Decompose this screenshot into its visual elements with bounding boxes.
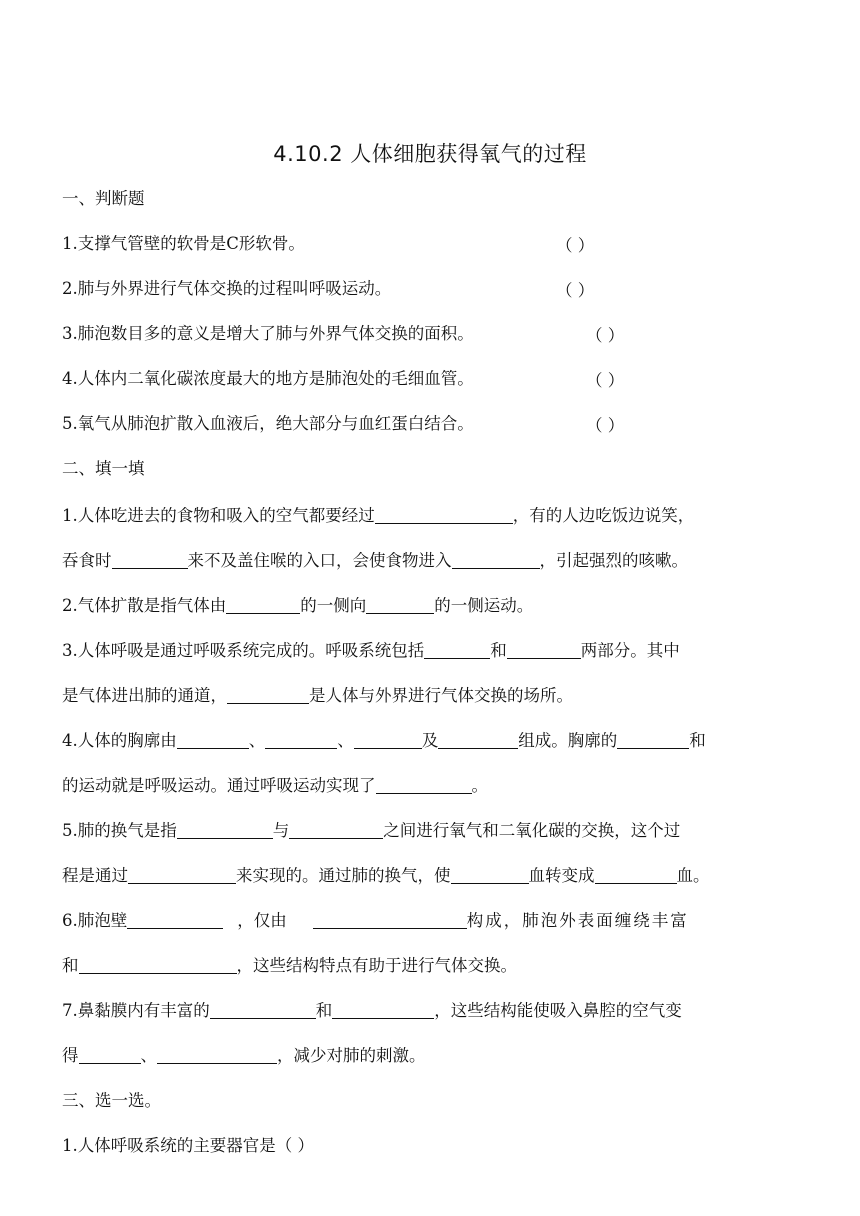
fill-blank[interactable] (375, 505, 513, 524)
section-heading-judge: 一、判断题 (62, 189, 145, 208)
fill-q5-line1 (62, 819, 802, 843)
judge-item-5: 5.氧气从肺泡扩散入血液后，绝大部分与血红蛋白结合。 (62, 414, 474, 433)
fill-q3-text-b: 和 (490, 641, 507, 660)
fill-q1-line2 (62, 549, 802, 573)
fill-q4-text-f: 和 (689, 731, 706, 750)
fill-blank[interactable] (452, 550, 540, 569)
fill-q2-text-c: 的一侧运动。 (434, 596, 534, 615)
answer-paren-2[interactable]: （ ） (556, 281, 595, 300)
fill-blank[interactable] (313, 910, 467, 929)
fill-q1-text-e: ，引起强烈的咳嗽。 (539, 551, 688, 570)
fill-q4-text-e: 组成。胸廓的 (518, 731, 618, 750)
fill-q5-text-d: 程是通过 (62, 866, 128, 885)
fill-q7-line2 (62, 1044, 802, 1068)
fill-blank[interactable] (424, 640, 490, 659)
fill-q7-text-c: ，这些结构能使吸入鼻腔的空气变 (434, 1001, 682, 1020)
answer-paren-1[interactable]: （ ） (556, 236, 595, 255)
fill-q5-line2 (62, 864, 802, 888)
fill-blank[interactable] (127, 910, 223, 929)
fill-q7-text-a: 7.鼻黏膜内有丰富的 (62, 1001, 210, 1020)
fill-q4-line1 (62, 729, 802, 753)
fill-q2-line1 (62, 594, 802, 618)
fill-blank[interactable] (265, 730, 337, 749)
fill-q7-text-e: 、 (140, 1046, 157, 1065)
fill-q1-text-b: ，有的人边吃饭边说笑， (512, 506, 695, 525)
fill-q3-text-d: 是气体进出肺的通道， (62, 686, 227, 705)
fill-q2-text-b: 的一侧向 (300, 596, 367, 615)
fill-q5-text-g: 血。 (676, 866, 710, 885)
fill-blank[interactable] (227, 685, 309, 704)
fill-blank[interactable] (366, 595, 434, 614)
fill-q1-line1 (62, 504, 802, 528)
fill-blank[interactable] (112, 550, 188, 569)
fill-q3-text-a: 3.人体呼吸是通过呼吸系统完成的。呼吸系统包括 (62, 641, 425, 660)
fill-blank[interactable] (79, 1045, 141, 1064)
fill-q6-text-e: ，这些结构特点有助于进行气体交换。 (236, 956, 517, 975)
answer-paren-5[interactable]: （ ） (586, 416, 625, 435)
fill-blank[interactable] (128, 865, 236, 884)
fill-blank[interactable] (79, 955, 237, 974)
fill-q6-text-d: 和 (62, 956, 79, 975)
fill-q7-text-f: ，减少对肺的刺激。 (277, 1046, 426, 1065)
fill-q5-text-b: 与 (272, 821, 290, 840)
choice-q1: 1.人体呼吸系统的主要器官是（ ） (62, 1136, 314, 1155)
fill-q5-text-c: 之间进行氧气和二氧化碳的交换，这个过 (383, 821, 681, 840)
fill-q6-line2 (62, 954, 802, 978)
fill-q7-text-b: 和 (315, 1001, 333, 1020)
fill-q4-text-b: 、 (248, 731, 266, 750)
fill-blank[interactable] (210, 1000, 316, 1019)
fill-q4-text-d: 及 (421, 731, 439, 750)
fill-blank[interactable] (332, 1000, 434, 1019)
fill-q3-line2 (62, 684, 802, 708)
section-heading-fill: 二、填一填 (62, 459, 145, 478)
fill-blank[interactable] (595, 865, 677, 884)
page-title: 4.10.2 人体细胞获得氧气的过程 (273, 142, 587, 166)
fill-q6-text-c: 构成，肺泡外表面缠绕丰富 (466, 911, 689, 930)
fill-q1-text-a: 1.人体吃进去的食物和吸入的空气都要经过 (62, 506, 375, 525)
answer-paren-3[interactable]: （ ） (586, 326, 625, 345)
fill-q6-text-a: 6.肺泡壁 (62, 911, 128, 930)
fill-q4-text-h: 。 (471, 776, 488, 795)
fill-blank[interactable] (376, 775, 472, 794)
fill-q7-line1 (62, 999, 802, 1023)
fill-q1-text-d: 来不及盖住喉的入口，会使食物进入 (187, 551, 452, 570)
judge-item-4: 4.人体内二氧化碳浓度最大的地方是肺泡处的毛细血管。 (62, 369, 474, 388)
judge-item-1: 1.支撑气管壁的软骨是C形软骨。 (62, 234, 305, 253)
fill-blank[interactable] (617, 730, 689, 749)
section-heading-choice: 三、选一选。 (62, 1091, 161, 1110)
fill-q4-line2 (62, 774, 802, 798)
answer-paren-4[interactable]: （ ） (586, 371, 625, 390)
fill-q1-text-c: 吞食时 (62, 551, 112, 570)
fill-q5-text-f: 血转变成 (528, 866, 595, 885)
fill-q6-line1 (62, 909, 802, 933)
fill-blank[interactable] (507, 640, 581, 659)
fill-blank[interactable] (226, 595, 300, 614)
fill-blank[interactable] (177, 820, 273, 839)
fill-q7-text-d: 得 (62, 1046, 79, 1065)
fill-blank[interactable] (451, 865, 529, 884)
fill-q2-text-a: 2.气体扩散是指气体由 (62, 596, 227, 615)
fill-blank[interactable] (354, 730, 422, 749)
judge-item-3: 3.肺泡数目多的意义是增大了肺与外界气体交换的面积。 (62, 324, 474, 343)
fill-q4-text-a: 4.人体的胸廓由 (62, 731, 177, 750)
judge-item-2: 2.肺与外界进行气体交换的过程叫呼吸运动。 (62, 279, 392, 298)
fill-q3-text-c: 两部分。其中 (580, 641, 680, 660)
fill-q3-text-e: 是人体与外界进行气体交换的场所。 (309, 686, 573, 705)
fill-q5-text-e: 来实现的。通过肺的换气，使 (236, 866, 451, 885)
fill-q4-text-g: 的运动就是呼吸运动。通过呼吸运动实现了 (62, 776, 376, 795)
fill-blank[interactable] (157, 1045, 277, 1064)
fill-blank[interactable] (438, 730, 518, 749)
fill-q5-text-a: 5.肺的换气是指 (62, 821, 177, 840)
fill-blank[interactable] (289, 820, 383, 839)
fill-blank[interactable] (177, 730, 249, 749)
fill-q3-line1 (62, 639, 802, 663)
fill-q6-text-b: ，仅由 (237, 911, 287, 930)
fill-q4-text-c: 、 (337, 731, 354, 750)
